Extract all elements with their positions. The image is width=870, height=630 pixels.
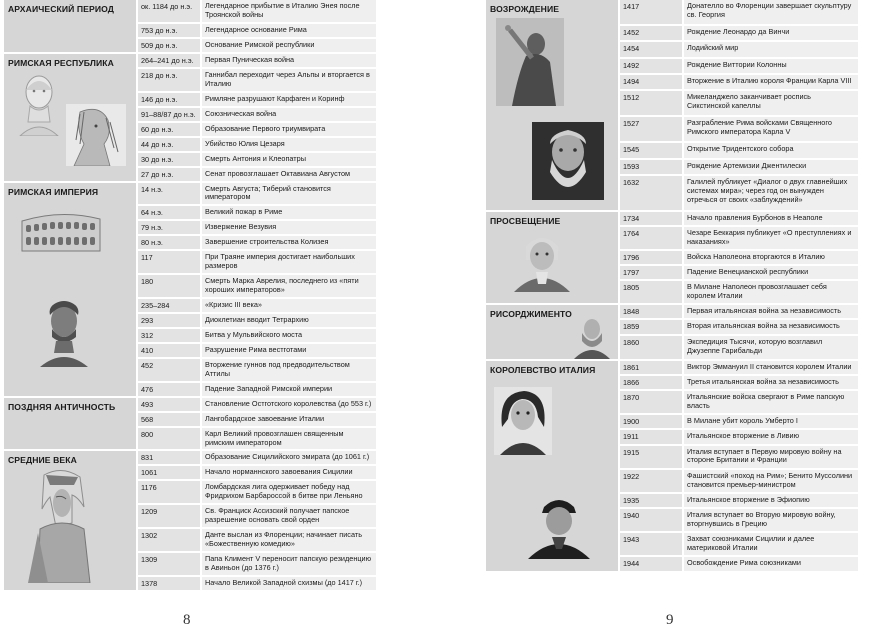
era-title: ПРОСВЕЩЕНИЕ — [490, 216, 561, 226]
event-cell: Разрушение Рима вестготами — [200, 344, 376, 359]
event-cell: Освобождение Рима союзниками — [682, 557, 858, 572]
era-title: АРХАИЧЕСКИЙ ПЕРИОД — [8, 4, 114, 14]
date-cell: 1935 — [618, 494, 682, 509]
event-cell: Смерть Марка Аврелия, последнего из «пяти хороших императоров» — [200, 275, 376, 299]
era-late-antiquity — [4, 398, 136, 452]
date-cell: 1860 — [618, 336, 682, 361]
date-cell: 1900 — [618, 415, 682, 430]
event-cell: Фашистский «поход на Рим»; Бенито Муссолини становится премьер-министром — [682, 470, 858, 494]
table-row — [486, 361, 858, 376]
event-cell: Сенат провозглашает Октавиана Августом — [200, 168, 376, 183]
event-cell: Войска Наполеона вторгаются в Италию — [682, 251, 858, 266]
date-cell: 14 н.э. — [136, 183, 200, 207]
date-cell: 218 до н.э. — [136, 69, 200, 93]
era-roman-empire — [4, 183, 136, 398]
page-number-left: 8 — [183, 612, 191, 628]
event-cell: Смерть Августа; Тиберий становится императором — [200, 183, 376, 207]
galileo-portrait-icon — [532, 122, 604, 200]
event-cell: Вторжение гуннов под предводительством Аттилы — [200, 359, 376, 383]
marcus-aurelius-bust-icon — [36, 297, 92, 367]
event-cell: Лодийский мир — [682, 42, 858, 58]
era-title: РИМСКАЯ РЕСПУБЛИКА — [8, 57, 114, 68]
event-cell: Образование Сицилийского эмирата (до 1061 г.) — [200, 451, 376, 466]
timeline-table-right — [486, 0, 858, 573]
date-cell: 1861 — [618, 361, 682, 376]
date-cell: 410 — [136, 344, 200, 359]
date-cell: 1859 — [618, 320, 682, 336]
event-cell: Лангобардское завоевание Италии — [200, 413, 376, 428]
date-cell: 1797 — [618, 266, 682, 281]
date-cell: 1911 — [618, 430, 682, 445]
era-kingdom-of-italy — [486, 361, 618, 573]
era-middle-ages — [4, 451, 136, 591]
date-cell: 264–241 до н.э. — [136, 54, 200, 69]
colosseum-icon — [20, 209, 102, 253]
event-cell: Папа Климент V переносит папскую резиденцию в Авиньон (до 1376 г.) — [200, 553, 376, 577]
event-cell: Ганнибал переходит через Альпы и вторгается в Италию — [200, 69, 376, 93]
event-cell: Микеланджело заканчивает роспись Сикстинской капеллы — [682, 91, 858, 117]
era-title: ВОЗРОЖДЕНИЕ — [490, 4, 560, 14]
woman-painting-portrait-icon — [496, 18, 564, 106]
date-cell: 1176 — [136, 481, 200, 505]
event-cell: Начало правления Бурбонов в Неаполе — [682, 212, 858, 227]
event-cell: Захват союзниками Сицилии и далее материковой Италии — [682, 533, 858, 557]
event-cell: При Траяне империя достигает наибольших размеров — [200, 251, 376, 275]
date-cell: 146 до н.э. — [136, 93, 200, 108]
date-cell: 117 — [136, 251, 200, 275]
event-cell: Убийство Юлия Цезаря — [200, 138, 376, 153]
date-cell: 1492 — [618, 59, 682, 75]
event-cell: В Милане Наполеон провозглашает себя королем Италии — [682, 281, 858, 305]
date-cell: 1593 — [618, 160, 682, 176]
date-cell: 235–284 — [136, 299, 200, 314]
date-cell: 1796 — [618, 251, 682, 266]
event-cell: Открытие Тридентского собора — [682, 143, 858, 159]
right-page — [486, 0, 858, 573]
event-cell: Легендарное основание Рима — [200, 24, 376, 39]
date-cell: 1378 — [136, 577, 200, 592]
event-cell: Рождение Артемизии Джентилески — [682, 160, 858, 176]
event-cell: Св. Франциск Ассизский получает папское разрешение основать свой орден — [200, 505, 376, 529]
date-cell: 1061 — [136, 466, 200, 481]
event-cell: Битва у Мульвийского моста — [200, 329, 376, 344]
table-row — [486, 305, 858, 321]
date-cell: 1494 — [618, 75, 682, 91]
event-cell: Падение Западной Римской империи — [200, 383, 376, 398]
event-cell: Смерть Антония и Клеопатры — [200, 153, 376, 168]
date-cell: 80 н.э. — [136, 236, 200, 251]
date-cell: 1734 — [618, 212, 682, 227]
event-cell: Союзническая война — [200, 108, 376, 123]
date-cell: 64 н.э. — [136, 206, 200, 221]
date-cell: 27 до н.э. — [136, 168, 200, 183]
date-cell: 800 — [136, 428, 200, 452]
table-row — [486, 212, 858, 227]
era-risorgimento — [486, 305, 618, 361]
table-row — [4, 398, 376, 413]
page-number-right: 9 — [666, 612, 674, 628]
event-cell: Итальянское вторжение в Ливию — [682, 430, 858, 445]
date-cell: 509 до н.э. — [136, 39, 200, 54]
table-row — [4, 183, 376, 207]
timeline-table-left — [4, 0, 376, 592]
event-cell: В Милане убит король Умберто I — [682, 415, 858, 430]
date-cell: 1512 — [618, 91, 682, 117]
event-cell: Становление Остготского королевства (до 553 г.) — [200, 398, 376, 413]
event-cell: Падение Венецианской республики — [682, 266, 858, 281]
date-cell: 493 — [136, 398, 200, 413]
era-roman-republic — [4, 54, 136, 183]
event-cell: Разграбление Рима войсками Священного Римского императора Карла V — [682, 117, 858, 143]
era-title: КОРОЛЕВСТВО ИТАЛИЯ — [490, 364, 596, 375]
event-cell: Данте выслан из Флоренции; начинает писать «Божественную комедию» — [200, 529, 376, 553]
table-row — [4, 54, 376, 69]
date-cell: 831 — [136, 451, 200, 466]
date-cell: 1452 — [618, 26, 682, 42]
era-archaic — [4, 0, 136, 54]
date-cell: 1632 — [618, 176, 682, 212]
date-cell: 293 — [136, 314, 200, 329]
table-row — [4, 0, 376, 24]
date-cell: 30 до н.э. — [136, 153, 200, 168]
event-cell: Образование Первого триумвирата — [200, 123, 376, 138]
date-cell: 1545 — [618, 143, 682, 159]
event-cell: Завершение строительства Колизея — [200, 236, 376, 251]
cleopatra-relief-icon — [66, 104, 126, 166]
date-cell: 44 до н.э. — [136, 138, 200, 153]
date-cell: 1848 — [618, 305, 682, 321]
date-cell: 60 до н.э. — [136, 123, 200, 138]
date-cell: 91–88/87 до н.э. — [136, 108, 200, 123]
event-cell: Рождение Виттории Колонны — [682, 59, 858, 75]
garibaldi-portrait-icon — [572, 315, 612, 359]
event-cell: Первая Пуническая война — [200, 54, 376, 69]
date-cell: 1302 — [136, 529, 200, 553]
event-cell: Диоклетиан вводит Тетрархию — [200, 314, 376, 329]
event-cell: Виктор Эммануил II становится королем Италии — [682, 361, 858, 376]
date-cell: 1870 — [618, 391, 682, 415]
date-cell: 1764 — [618, 227, 682, 251]
date-cell: 1527 — [618, 117, 682, 143]
event-cell: Начало Великой Западной схизмы (до 1417 г.) — [200, 577, 376, 592]
mussolini-portrait-icon — [526, 493, 592, 559]
dante-portrait-icon — [18, 467, 106, 583]
era-title: СРЕДНИЕ ВЕКА — [8, 455, 77, 466]
event-cell: Первая итальянская война за независимость — [682, 305, 858, 321]
beccaria-portrait-icon — [512, 230, 572, 292]
date-cell: 753 до н.э. — [136, 24, 200, 39]
era-title: РИМСКАЯ ИМПЕРИЯ — [8, 186, 99, 197]
date-cell: 452 — [136, 359, 200, 383]
event-cell: Римляне разрушают Карфаген и Коринф — [200, 93, 376, 108]
date-cell: 180 — [136, 275, 200, 299]
date-cell: 1805 — [618, 281, 682, 305]
table-row — [4, 451, 376, 466]
left-page — [4, 0, 376, 592]
event-cell: Ломбардская лига одерживает победу над Фридрихом Барбароссой в битве при Леньяно — [200, 481, 376, 505]
date-cell: 1922 — [618, 470, 682, 494]
era-title: РИСОРДЖИМЕНТО — [490, 308, 572, 319]
event-cell: Легендарное прибытие в Италию Энея после Троянской войны — [200, 0, 376, 24]
date-cell: 1209 — [136, 505, 200, 529]
event-cell: Галилей публикует «Диалог о двух главнейших системах мира»; через год он вынужден отречься от своих «заблуждений» — [682, 176, 858, 212]
event-cell: Великий пожар в Риме — [200, 206, 376, 221]
date-cell: 1866 — [618, 376, 682, 391]
date-cell: 476 — [136, 383, 200, 398]
date-cell: 1309 — [136, 553, 200, 577]
woman-portrait-icon — [494, 387, 552, 455]
event-cell: «Кризис III века» — [200, 299, 376, 314]
era-enlightenment — [486, 212, 618, 305]
date-cell: 568 — [136, 413, 200, 428]
era-title: ПОЗДНЯЯ АНТИЧНОСТЬ — [8, 401, 116, 412]
event-cell: Итальянское вторжение в Эфиопию — [682, 494, 858, 509]
era-renaissance — [486, 0, 618, 212]
date-cell: 312 — [136, 329, 200, 344]
date-cell: ок. 1184 до н.э. — [136, 0, 200, 24]
event-cell: Вторая итальянская война за независимость — [682, 320, 858, 336]
date-cell: 79 н.э. — [136, 221, 200, 236]
table-row — [486, 0, 858, 26]
date-cell: 1417 — [618, 0, 682, 26]
event-cell: Донателло во Флоренции завершает скульптуру св. Георгия — [682, 0, 858, 26]
event-cell: Вторжение в Италию короля Франции Карла VIII — [682, 75, 858, 91]
event-cell: Третья итальянская война за независимость — [682, 376, 858, 391]
caesar-bust-icon — [14, 70, 64, 136]
event-cell: Извержение Везувия — [200, 221, 376, 236]
event-cell: Италия вступает в Первую мировую войну на стороне Британии и Франции — [682, 446, 858, 470]
event-cell: Карл Великий провозглашен священным римским императором — [200, 428, 376, 452]
date-cell: 1915 — [618, 446, 682, 470]
date-cell: 1940 — [618, 509, 682, 533]
date-cell: 1944 — [618, 557, 682, 572]
date-cell: 1943 — [618, 533, 682, 557]
event-cell: Рождение Леонардо да Винчи — [682, 26, 858, 42]
event-cell: Экспедиция Тысячи, которую возглавил Джузеппе Гарибальди — [682, 336, 858, 361]
event-cell: Основание Римской республики — [200, 39, 376, 54]
event-cell: Чезаре Беккария публикует «О преступлениях и наказаниях» — [682, 227, 858, 251]
event-cell: Итальянские войска свергают в Риме папскую власть — [682, 391, 858, 415]
event-cell: Начало норманнского завоевания Сицилии — [200, 466, 376, 481]
event-cell: Италия вступает во Вторую мировую войну, вторгнувшись в Грецию — [682, 509, 858, 533]
date-cell: 1454 — [618, 42, 682, 58]
